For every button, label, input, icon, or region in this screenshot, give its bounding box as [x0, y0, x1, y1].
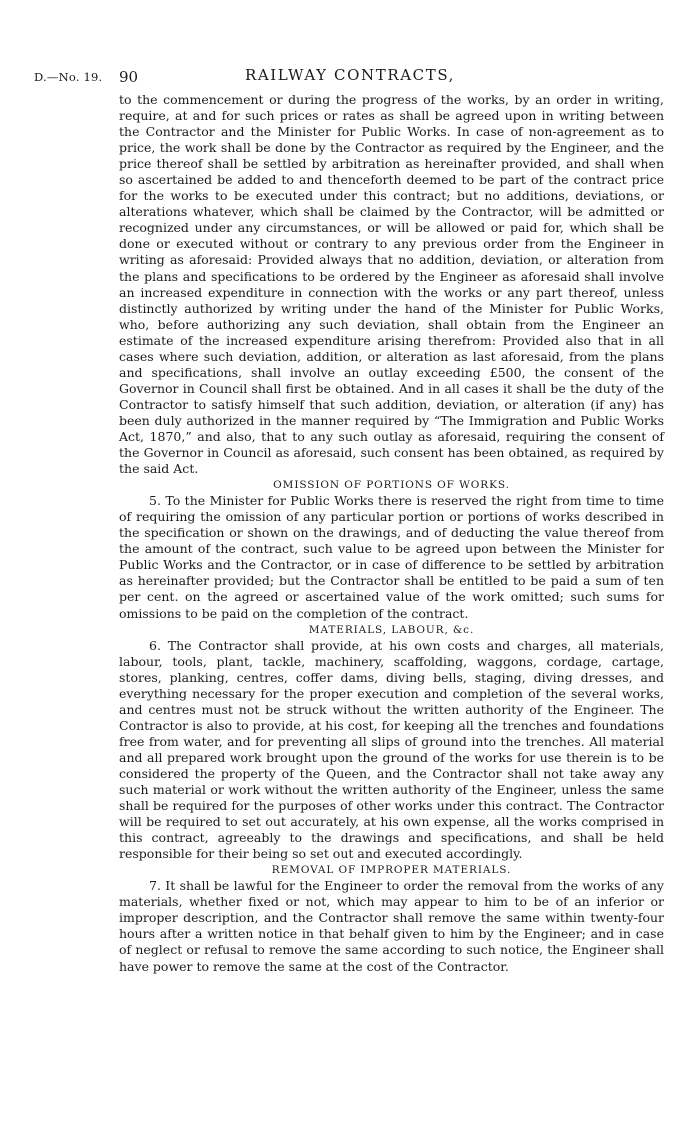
section-heading-removal: REMOVAL OF IMPROPER MATERIALS. [271, 864, 512, 877]
section-heading-materials: MATERIALS, LABOUR, &c. [308, 623, 475, 636]
continuation-paragraph: to the commencement or during the progress of the works, by an order in writing, require, at and for such prices or rates as shall be agreed upon in writing between the Contractor and the Minister for Public Works. In case of non-agreement as to price, the work shall be done by the Contractor as required by the Engineer, and the price thereof shall be settled by arbitration as hereinafter provided, and shall when so ascertained be added to and thenceforth deemed to be part of the contract price for the works to be executed under this contract; but no additions, deviations, or alterations whatever, which shall be claimed by the Contractor, will be admitted or recognized under any circumstances, or will be allowed or paid for, which shall be done or executed without or contrary to any previous order from the Engineer in writing as aforesaid: Provided always that no addition, deviation, or alteration from the plans and specifications to be ordered by the Engineer as aforesaid shall involve an increased expenditure in connection with the works or any part thereof, unless distinctly authorized by writing under the hand of the Minister for Public Works, who, before authorizing any such deviation, shall obtain from the Engineer an estimate of the increased expenditure arising therefrom: Provided also that in all cases where such deviation, addition, or alteration as last aforesaid, from the plans and specifications, shall involve an outlay exceeding £500, the consent of the Governor in Council shall first be obtained. And in all cases it shall be the duty of the Contractor to satisfy himself that such addition, deviation, or alteration (if any) has been duly authorized in the manner required by “The Immigration and Public Works Act, 1870,” and also, that to any such outlay as aforesaid, requiring the consent of the Governor in Council as aforesaid, such consent has been obtained, as required by the said Act. [119, 92, 664, 477]
clause-5-paragraph: 5. To the Minister for Public Works there is reserved the right from time to time of requiring the omission of any particular portion or portions of works described in the specification or shown on the drawings, and of deducting the value thereof from the amount of the contract, such value to be agreed upon between the Minister for Public Works and the Contractor, or in case of difference to be settled by arbitration as hereinafter provided; but the Contractor shall be entitled to be paid a sum of ten per cent. on the agreed or ascertained value of the work omitted; such sums for omissions to be paid on the completion of the contract. [119, 493, 664, 621]
page-number: 90 [119, 68, 139, 86]
clause-6-paragraph: 6. The Contractor shall provide, at his own costs and charges, all materials, labour, tools, plant, tackle, machinery, scaffolding, waggons, cordage, cartage, stores, planking, centres, coffer dams, diving bells, staging, diving dresses, and everything necessary for the proper execution and completion of the several works, and centres must not be struck without the written authority of the Engineer. The Contractor is also to provide, at his cost, for keeping all the trenches and foundations free from water, and for preventing all slips of ground into the trenches. All material and all prepared work brought upon the ground of the works for use therein is to be considered the property of the Queen, and the Contractor shall not take away any such material or work without the written authority of the Engineer, unless the same shall be required for the purposes of other works under this contract. The Contractor will be required to set out accurately, at his own expense, all the works comprised in this contract, agreeably to the drawings and specifications, and shall be held responsible for their being so set out and executed accordingly. [119, 637, 664, 862]
document-reference: D.—No. 19. [34, 70, 103, 84]
running-title: RAILWAY CONTRACTS, [244, 66, 456, 84]
document-body [119, 92, 664, 975]
section-heading-omission: OMISSION OF PORTIONS OF WORKS. [273, 479, 510, 492]
clause-7-paragraph: 7. It shall be lawful for the Engineer to order the removal from the works of any materials, whether fixed or not, which may appear to him to be of an inferior or improper description, and the Contractor shall remove the same within twenty-four hours after a written notice in that behalf given to him by the Engineer; and in case of neglect or refusal to remove the same according to such notice, the Engineer shall have power to remove the same at the cost of the Contractor. [119, 878, 664, 974]
